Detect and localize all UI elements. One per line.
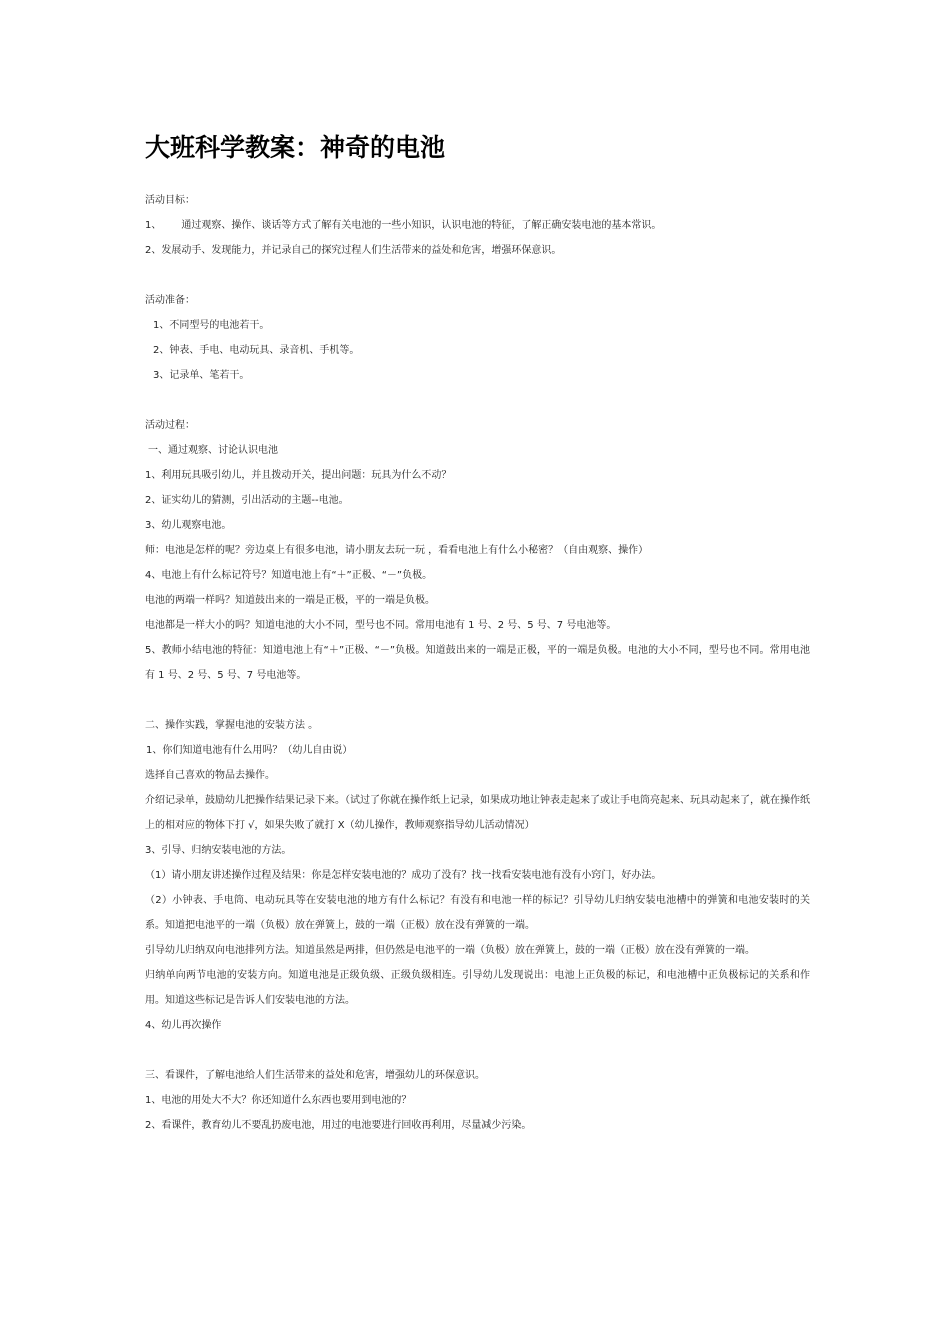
part3-item: 2、看课件，教育幼儿不要乱扔废电池，用过的电池要进行回收再利用，尽量减少污染。 [145,1120,532,1131]
part1-line: 3、幼儿观察电池。 [145,520,232,531]
part2-record: 介绍记录单，鼓励幼儿把操作结果记录下来。（试过了你就在操作纸上记录，如果成功地让钟表走起来了或让手电筒亮起来、玩具动起来了，就在操作纸上的相对应的物体下打 √，如果失败了就打 X（幼儿操作，教师观察指导幼儿活动情况） [145,795,810,831]
part2-double: 引导幼儿归纳双向电池排列方法。知道虽然是两排，但仍然是电池平的一端（负极）放在弹簧上，鼓的一端（正极）放在没有弹簧的一端。 [145,945,755,956]
preparation-item: 3、记录单、笔若干。 [153,370,250,381]
part1-line: 4、电池上有什么标记符号？知道电池上有“＋”正极、“－”负极。 [145,570,433,581]
process-heading: 活动过程： [145,420,195,431]
preparation-item: 2、钟表、手电、电动玩具、录音机、手机等。 [153,345,360,356]
part2-question: 1、你们知道电池有什么用吗？（幼儿自由说） [146,745,353,756]
document-body [145,188,810,1138]
goals-item-1-text: 通过观察、操作、谈话等方式了解有关电池的一些小知识，认识电池的特征，了解正确安装电池的基本常识。 [181,220,662,231]
part3-item: 1、电池的用处大不大？你还知道什么东西也要用到电池的？ [145,1095,412,1106]
goals-item-1 [145,213,810,238]
part1-line: 电池的两端一样吗？知道鼓出来的一端是正极，平的一端是负极。 [145,595,435,606]
document-title: 大班科学教案：神奇的电池 [145,133,446,162]
part1-line: 1、利用玩具吸引幼儿，并且拨动开关，提出问题：玩具为什么不动？ [145,470,452,481]
part1-line: 2、证实幼儿的猜测，引出活动的主题--电池。 [145,495,349,506]
goals-heading: 活动目标： [145,195,195,206]
part2-choose: 选择自己喜欢的物品去操作。 [145,770,275,781]
part2-heading: 二、操作实践，掌握电池的安装方法 。 [145,720,319,731]
part2-sub-2: （2）小钟表、手电筒、电动玩具等在安装电池的地方有什么标记？有没有和电池一样的标记？引导幼儿归纳安装电池槽中的弹簧和电池安装时的关系。知道把电池平的一端（负极）放在弹簧上，鼓的一端（正极）放在没有弹簧的一端。 [145,895,810,931]
part3-heading: 三、看课件，了解电池给人们生活带来的益处和危害，增强幼儿的环保意识。 [145,1070,485,1081]
part2-guide: 3、引导、归纳安装电池的方法。 [145,845,292,856]
goals-item-2: 2、发展动手、发现能力，并记录自己的探究过程人们生活带来的益处和危害，增强环保意识。 [145,245,562,256]
part2-single: 归纳单向两节电池的安装方向。知道电池是正级负级、正级负级相连。引导幼儿发现说出：电池上正负极的标记，和电池槽中正负极标记的关系和作用。知道这些标记是告诉人们安装电池的方法。 [145,970,810,1006]
part2-again: 4、幼儿再次操作 [145,1020,222,1031]
part1-line: 电池都是一样大小的吗？知道电池的大小不同，型号也不同。常用电池有 1 号、2 号、5 号、7 号电池等。 [145,620,617,631]
part2-sub-1: （1）请小朋友讲述操作过程及结果：你是怎样安装电池的？成功了没有？找一找看安装电池有没有小窍门，好办法。 [145,870,662,881]
part1-heading: 一、通过观察、讨论认识电池 [148,445,278,456]
preparation-heading: 活动准备： [145,295,195,306]
part1-line: 师：电池是怎样的呢？旁边桌上有很多电池，请小朋友去玩一玩 ，看看电池上有什么小秘密？（自由观察、操作） [145,545,649,556]
goals-item-1-number: 1、 [145,220,162,231]
preparation-item: 1、不同型号的电池若干。 [153,320,270,331]
part1-summary: 5、教师小结电池的特征：知道电池上有“＋”正极、“－”负极。知道鼓出来的一端是正极，平的一端是负极。电池的大小不同，型号也不同。常用电池有 1 号、2 号、5 号、7 号电池等。 [145,645,810,681]
